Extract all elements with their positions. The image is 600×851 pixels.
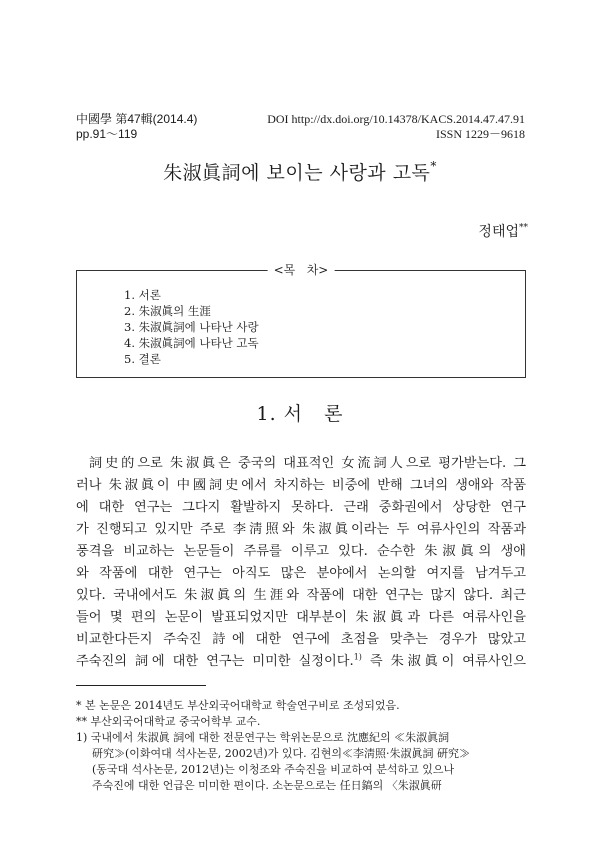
section-heading: 1. 서 론 <box>256 403 344 425</box>
journal-info <box>76 112 197 142</box>
toc-item[interactable]: 3. 朱淑眞詞에 나타난 사랑 <box>124 320 259 334</box>
toc-heading: <목 차> <box>268 262 335 278</box>
footnote-divider <box>76 685 206 686</box>
body-line: 있다. 국내에서도 朱淑眞의 生涯와 작품에 대한 연구는 많지 않다. 최근 <box>76 588 526 603</box>
journal-issue: 中國學 第47輯(2014.4) <box>76 112 198 126</box>
body-line: 풍격을 비교하는 논문들이 주류를 이루고 있다. 순수한 朱淑眞의 생애 <box>76 544 526 559</box>
toc-item[interactable]: 4. 朱淑眞詞에 나타난 고독 <box>124 336 259 350</box>
footnote-1-cont: 주숙진에 대한 언급은 미미한 편이다. 소논문으로는 任日鎬의 〈朱淑眞研 <box>92 779 442 792</box>
body-line: 詞史的으로 朱淑眞은 중국의 대표적인 女流詞人으로 평가받는다. 그 <box>89 456 526 471</box>
toc-list <box>124 287 259 367</box>
footnote-1: 1) 국내에서 朱淑眞 詞에 대한 전문연구는 학위논문으로 沈應紀의 ≪朱淑眞詞 <box>76 731 450 744</box>
toc-item[interactable]: 2. 朱淑眞의 生涯 <box>124 304 211 318</box>
paper-title-text: 朱淑眞詞에 보이는 사랑과 고독 <box>163 162 431 184</box>
footnote-1-cont: (동국대 석사논문, 2012년)는 이청조와 주숙진을 비교하여 분석하고 있으나 <box>92 763 455 776</box>
footnote-funding: * 본 논문은 2014년도 부산외국어대학교 학술연구비로 조성되었음. <box>76 699 400 712</box>
paper-title <box>0 158 600 185</box>
footnotes <box>76 698 526 794</box>
body-line-text: 주숙진의 詞에 대한 연구는 미미한 실정이다. <box>76 654 354 669</box>
body-line: 와 작품에 대한 연구는 아직도 많은 분야에서 논의할 여지를 남겨두고 <box>76 566 526 581</box>
body-line-last <box>76 651 526 673</box>
toc-item[interactable]: 5. 결론 <box>124 352 161 366</box>
footnote-1-cont: 研究≫(이화여대 석사논문, 2002년)가 있다. 김현의≪李淸照·朱淑眞詞 硏究≫ <box>92 747 470 760</box>
title-footnote-mark[interactable]: * <box>430 159 437 173</box>
body-paragraph <box>76 453 526 673</box>
footnote-affiliation: ** 부산외국어대학교 중국어학부 교수. <box>76 715 261 728</box>
body-line: 가 진행되고 있지만 주로 李淸照와 朱淑眞이라는 두 여류사인의 작품과 <box>76 522 526 537</box>
doi-link[interactable]: DOI http://dx.doi.org/10.14378/KACS.2014.47.47.91 <box>267 112 525 126</box>
table-of-contents <box>76 263 526 378</box>
toc-item[interactable]: 1. 서론 <box>124 288 161 302</box>
author-name: 정태업 <box>478 224 519 240</box>
body-line: 러나 朱淑眞이 中國詞史에서 차지하는 비중에 반해 그녀의 생애와 작품 <box>76 478 526 493</box>
body-line-text: 즉 朱淑眞이 여류사인으 <box>361 654 526 669</box>
body-line: 비교한다든지 주숙진 詩에 대한 연구에 초점을 맞추는 경우가 많았고 <box>76 632 526 647</box>
author <box>478 221 528 241</box>
issn: ISSN 1229－9618 <box>435 127 525 141</box>
doi-info <box>267 112 525 142</box>
footnote-ref-1[interactable]: 1) <box>353 652 362 662</box>
body-line: 에 대한 연구는 그다지 활발하지 못하다. 근래 중화권에서 상당한 연구 <box>76 500 526 515</box>
author-footnote-mark[interactable]: ** <box>519 223 528 233</box>
body-line: 들어 몇 편의 논문이 발표되었지만 대부분이 朱淑眞과 다른 여류사인을 <box>76 610 526 625</box>
page-range: pp.91～119 <box>76 127 138 141</box>
